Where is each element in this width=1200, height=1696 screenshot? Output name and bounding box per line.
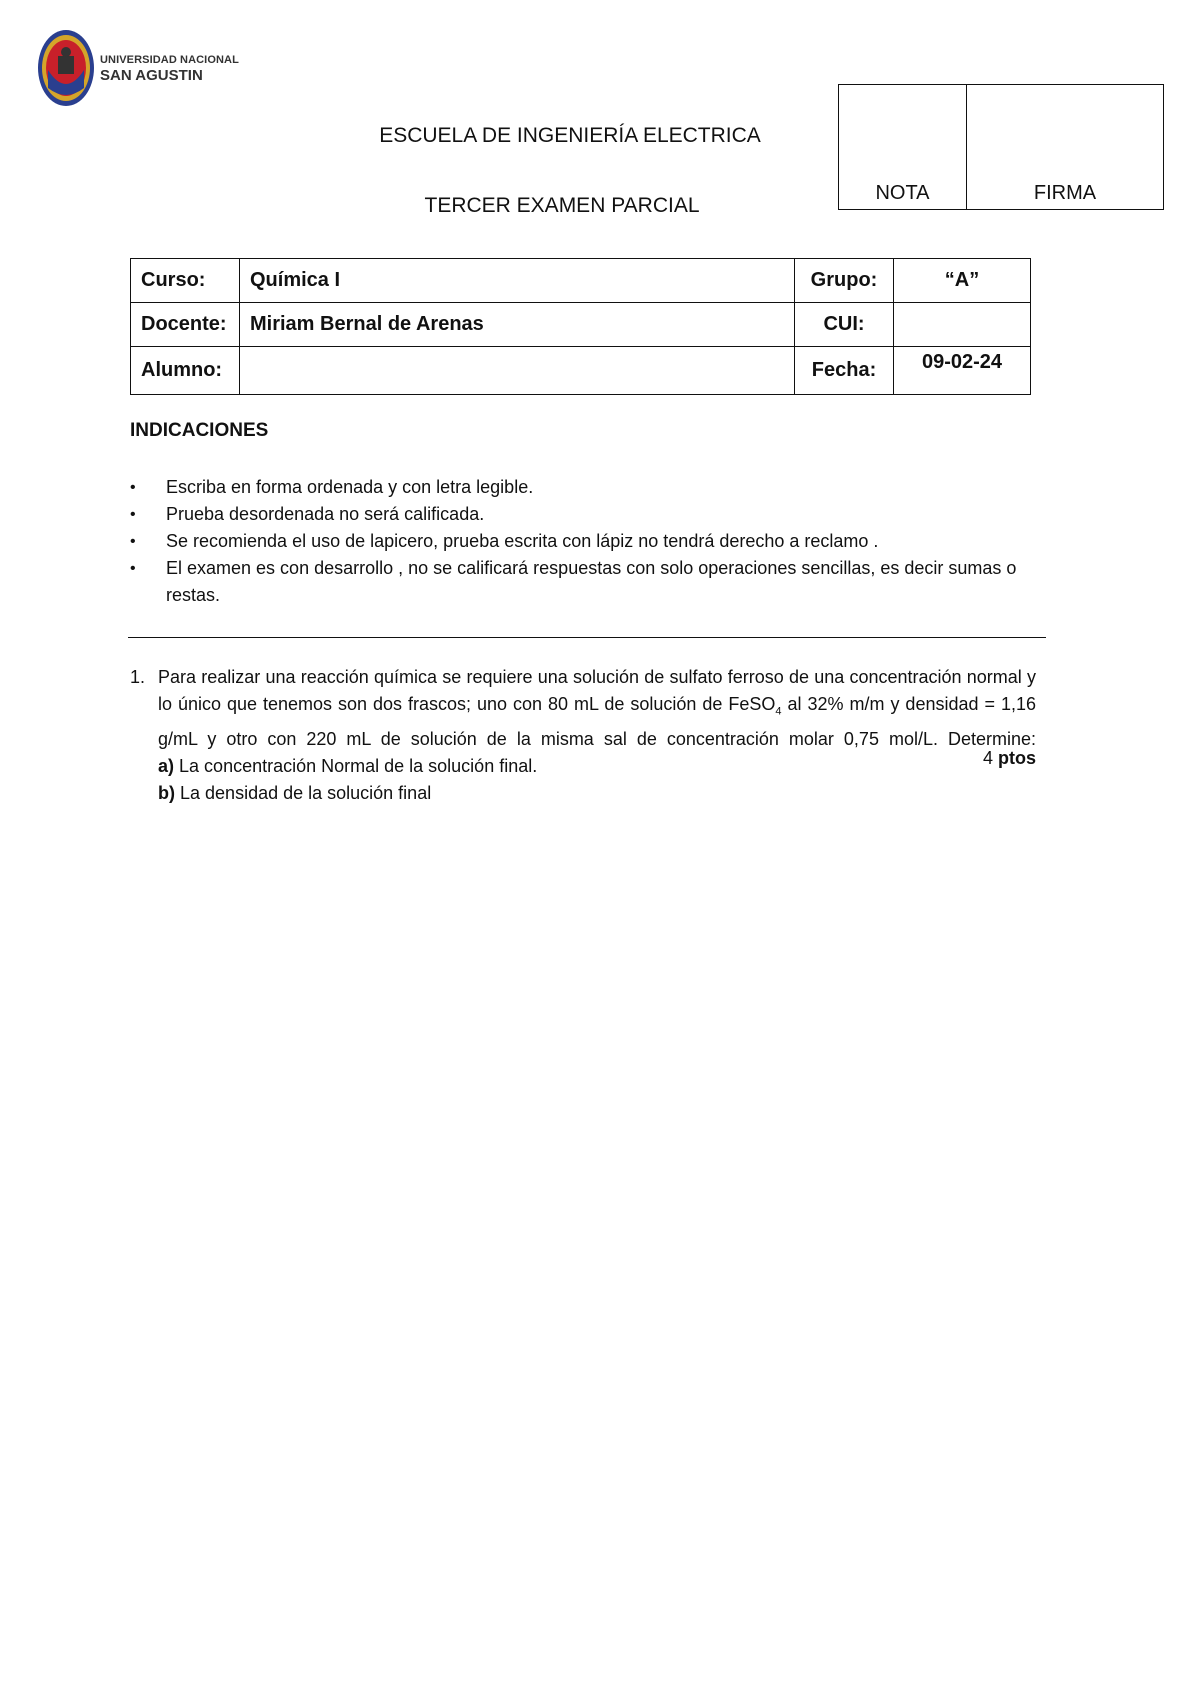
points-unit: ptos	[998, 748, 1036, 768]
question-number: 1.	[130, 667, 146, 687]
indications-title: INDICACIONES	[130, 420, 269, 441]
sub-a-text: La concentración Normal de la solución final.	[179, 755, 538, 776]
grade-signature-box	[838, 84, 1164, 210]
question-text-part-2: al 32% m/m y densidad = 1,16 g/mL y otro con 220 mL de solución de la misma sal de concentración molar 0,75 mol/L. Determine:	[158, 694, 1037, 749]
sub-question-a	[158, 753, 1036, 780]
curso-value: Química I	[240, 259, 795, 303]
logo-line-2: SAN AGUSTIN	[100, 67, 203, 84]
cui-label: CUI:	[795, 303, 894, 347]
exam-info-table	[130, 258, 1031, 395]
nota-label: NOTA	[875, 182, 930, 204]
logo-line-1: UNIVERSIDAD NACIONAL	[100, 54, 239, 66]
question-points	[983, 745, 1036, 772]
fecha-label: Fecha:	[795, 347, 894, 395]
firma-cell[interactable]	[967, 85, 1164, 210]
question-text	[158, 664, 1036, 753]
grupo-value: “A”	[894, 259, 1031, 303]
nota-cell[interactable]	[839, 85, 967, 210]
sub-b-label: b)	[158, 782, 175, 803]
list-item: • Escriba en forma ordenada y con letra legible.	[130, 474, 1040, 501]
fecha-value: 09-02-24	[894, 347, 1031, 395]
indications-list	[130, 474, 1040, 609]
question-1	[130, 664, 1036, 807]
university-logo-seal	[36, 28, 96, 108]
table-row	[131, 347, 1031, 395]
sub-a-label: a)	[158, 755, 175, 776]
list-item: • Se recomienda el uso de lapicero, prueba escrita con lápiz no tendrá derecho a reclamo .	[130, 528, 1040, 555]
table-row	[131, 303, 1031, 347]
question-text-part-1: Para realizar una reacción química se requiere una solución de sulfato ferroso de una concentración normal y lo único que tenemos son dos frascos; uno con 80 mL de solución de FeSO	[158, 667, 1036, 714]
list-item: • Prueba desordenada no será calificada.	[130, 501, 1040, 528]
docente-value: Miriam Bernal de Arenas	[240, 303, 795, 347]
list-item: • El examen es con desarrollo , no se calificará respuestas con solo operaciones sencillas, es decir sumas o restas.	[130, 555, 1040, 609]
curso-label: Curso:	[131, 259, 240, 303]
formula-subscript: 4	[775, 705, 782, 718]
sub-b-text: La densidad de la solución final	[180, 782, 432, 803]
sub-question-b	[158, 780, 1036, 807]
grupo-label: Grupo:	[795, 259, 894, 303]
school-heading: ESCUELA DE INGENIERÍA ELECTRICA	[379, 124, 761, 147]
docente-label: Docente:	[131, 303, 240, 347]
section-divider	[128, 637, 1046, 638]
exam-title: TERCER EXAMEN PARCIAL	[424, 194, 700, 217]
alumno-field[interactable]	[240, 347, 795, 395]
firma-label: FIRMA	[1033, 182, 1097, 204]
table-row	[131, 259, 1031, 303]
cui-field[interactable]	[894, 303, 1031, 347]
alumno-label: Alumno:	[131, 347, 240, 395]
points-value: 4	[982, 748, 993, 768]
university-logo-text	[100, 54, 239, 84]
